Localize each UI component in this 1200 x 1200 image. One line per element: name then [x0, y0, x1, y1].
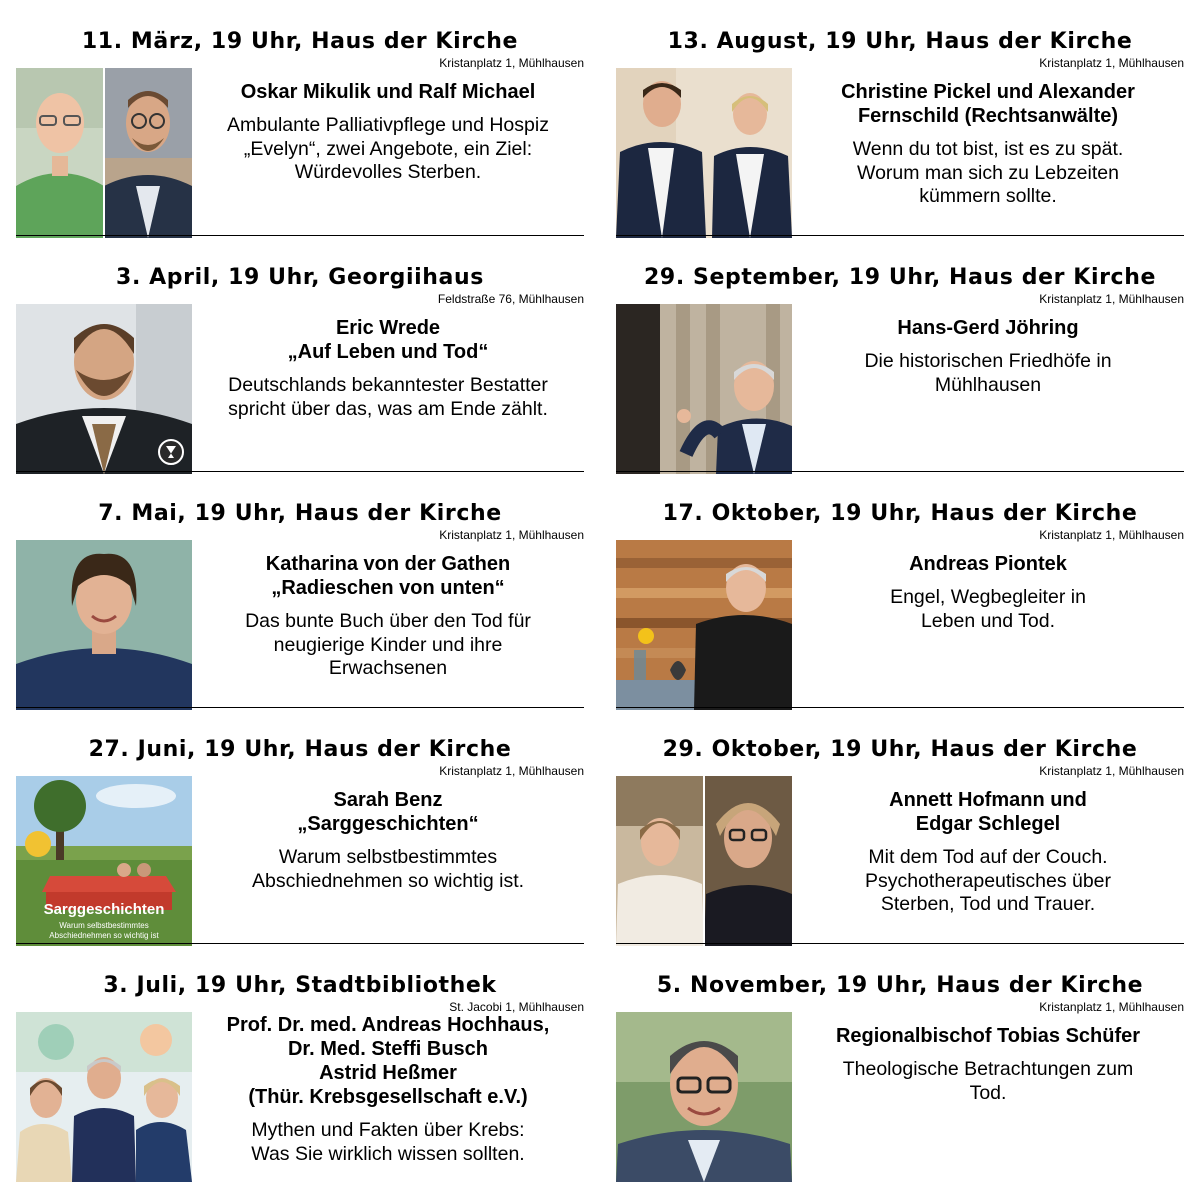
speaker-name	[806, 788, 1170, 836]
speaker-line: Sarah Benz	[333, 789, 443, 811]
description-line: Erwachsenen	[328, 657, 448, 679]
description-line: kümmern sollte.	[919, 185, 1057, 207]
event-address: Kristanplatz 1, Mühlhausen	[1039, 56, 1184, 70]
event-description	[206, 610, 570, 681]
description-line: Deutschlands bekanntester Bestatter	[228, 374, 548, 396]
event-address: Kristanplatz 1, Mühlhausen	[1039, 528, 1184, 542]
event-heading: 29. September, 19 Uhr, Haus der Kirche	[644, 265, 1156, 290]
book-subtitle-line: Warum selbstbestimmtes	[59, 921, 149, 930]
bishop-portrait-image	[616, 1012, 792, 1182]
event-text	[806, 1024, 1170, 1105]
man-at-stone-portal-image	[616, 304, 792, 474]
speaker-photo	[16, 68, 192, 238]
event-card	[16, 944, 584, 1180]
speaker-line: Andreas Piontek	[909, 553, 1067, 575]
event-address: Kristanplatz 1, Mühlhausen	[439, 764, 584, 778]
event-heading: 3. Juli, 19 Uhr, Stadtbibliothek	[103, 973, 497, 998]
event-heading: 29. Oktober, 19 Uhr, Haus der Kirche	[662, 737, 1138, 762]
speaker-name	[806, 552, 1170, 576]
description-line: spricht über das, was am Ende zählt.	[228, 397, 548, 420]
event-text	[806, 80, 1170, 209]
speaker-name	[806, 1024, 1170, 1048]
event-address: Kristanplatz 1, Mühlhausen	[439, 56, 584, 70]
speaker-line: Katharina von der Gathen	[265, 553, 511, 575]
speaker-photo	[616, 1012, 792, 1182]
event-text	[806, 788, 1170, 917]
event-description	[806, 138, 1170, 209]
speaker-photo	[616, 776, 792, 946]
speaker-line: Fernschild (Rechtsanwälte)	[857, 105, 1119, 127]
book-cover	[16, 776, 192, 946]
two-men-portrait-image	[16, 68, 192, 238]
event-card	[616, 708, 1184, 944]
speaker-photo	[16, 540, 192, 710]
description-line: Warum selbstbestimmtes	[278, 846, 498, 868]
speaker-photo	[16, 304, 192, 474]
speaker-line: Oskar Mikulik und Ralf Michael	[240, 81, 536, 103]
event-description	[206, 114, 570, 185]
two-therapists-portrait-image	[616, 776, 792, 946]
event-text	[806, 316, 1170, 397]
speaker-line: Hans-Gerd Jöhring	[897, 317, 1079, 339]
speaker-name	[206, 552, 570, 600]
event-text	[806, 552, 1170, 633]
description-line: Die historischen Friedhöfe in	[864, 350, 1112, 372]
speaker-line: Eric Wrede	[335, 317, 441, 339]
description-line: Worum man sich zu Lebzeiten	[857, 161, 1119, 184]
event-card	[16, 0, 584, 236]
event-text	[206, 552, 570, 681]
speaker-line: Edgar Schlegel	[915, 813, 1061, 835]
speaker-line: Regionalbischof Tobias Schüfer	[835, 1025, 1141, 1047]
event-text	[206, 316, 570, 421]
event-heading: 5. November, 19 Uhr, Haus der Kirche	[656, 973, 1144, 998]
speaker-photo	[616, 68, 792, 238]
book-cover-image	[16, 776, 192, 946]
speaker-line: „Auf Leben und Tod“	[287, 341, 489, 363]
event-description	[206, 374, 570, 421]
speaker-name	[206, 80, 570, 104]
event-card	[16, 708, 584, 944]
event-address: St. Jacobi 1, Mühlhausen	[449, 1000, 584, 1014]
event-card	[16, 472, 584, 708]
description-line: Was Sie wirklich wissen sollten.	[251, 1142, 525, 1165]
speaker-line: Annett Hofmann und	[889, 789, 1087, 811]
event-heading: 13. August, 19 Uhr, Haus der Kirche	[667, 29, 1133, 54]
event-text	[206, 1013, 570, 1166]
description-line: Ambulante Palliativpflege und Hospiz	[227, 114, 549, 136]
book-subtitle-line: Abschiednehmen so wichtig ist	[49, 931, 159, 940]
event-heading: 17. Oktober, 19 Uhr, Haus der Kirche	[662, 501, 1138, 526]
speaker-photo	[16, 1012, 192, 1182]
event-address: Kristanplatz 1, Mühlhausen	[1039, 764, 1184, 778]
speaker-photo	[616, 304, 792, 474]
description-line: Engel, Wegbegleiter in	[890, 586, 1086, 608]
event-heading: 3. April, 19 Uhr, Georgiihaus	[116, 265, 484, 290]
event-card	[16, 236, 584, 472]
speaker-name	[806, 316, 1170, 340]
bearded-man-portrait-image	[16, 304, 192, 474]
event-text	[206, 788, 570, 893]
left-column	[16, 0, 584, 1180]
lawyers-portrait-image	[616, 68, 792, 238]
speaker-line: „Radieschen von unten“	[271, 577, 505, 599]
event-description	[806, 846, 1170, 917]
speaker-line: „Sarggeschichten“	[297, 813, 479, 835]
description-line: Tod.	[969, 1081, 1007, 1104]
event-heading: 7. Mai, 19 Uhr, Haus der Kirche	[98, 501, 502, 526]
speaker-line: Prof. Dr. med. Andreas Hochhaus,	[226, 1014, 550, 1036]
description-line: Leben und Tod.	[920, 609, 1056, 632]
group-portrait-image	[16, 1012, 192, 1182]
event-card	[616, 236, 1184, 472]
event-description	[806, 350, 1170, 397]
event-heading: 27. Juni, 19 Uhr, Haus der Kirche	[88, 737, 512, 762]
event-card	[616, 472, 1184, 708]
description-line: Mit dem Tod auf der Couch.	[868, 846, 1108, 868]
speaker-line: Dr. Med. Steffi Busch	[287, 1038, 489, 1060]
event-description	[206, 846, 570, 893]
event-address: Feldstraße 76, Mühlhausen	[437, 292, 584, 306]
description-line: Würdevolles Sterben.	[294, 161, 482, 183]
description-line: „Evelyn“, zwei Angebote, ein Ziel:	[243, 137, 533, 160]
speaker-name	[806, 80, 1170, 128]
speaker-line: Christine Pickel und Alexander	[841, 81, 1135, 103]
event-card	[616, 944, 1184, 1180]
speaker-photo	[616, 540, 792, 710]
description-line: Das bunte Buch über den Tod für	[245, 610, 531, 632]
speaker-name	[206, 788, 570, 836]
right-column	[616, 0, 1184, 1180]
event-card	[616, 0, 1184, 236]
event-address: Kristanplatz 1, Mühlhausen	[1039, 1000, 1184, 1014]
event-heading: 11. März, 19 Uhr, Haus der Kirche	[81, 29, 519, 54]
book-title: Sarggeschichten	[43, 901, 165, 918]
event-address: Kristanplatz 1, Mühlhausen	[439, 528, 584, 542]
speaker-name	[206, 316, 570, 364]
description-line: neugierige Kinder und ihre	[273, 633, 503, 656]
description-line: Wenn du tot bist, ist es zu spät.	[852, 138, 1124, 160]
event-description	[806, 1058, 1170, 1105]
woman-portrait-image	[16, 540, 192, 710]
event-address: Kristanplatz 1, Mühlhausen	[1039, 292, 1184, 306]
description-line: Theologische Betrachtungen zum	[842, 1058, 1134, 1080]
speaker-line: Astrid Heßmer	[319, 1062, 457, 1084]
speaker-line: (Thür. Krebsgesellschaft e.V.)	[248, 1086, 528, 1108]
speaker-name	[206, 1013, 570, 1109]
event-description	[206, 1119, 570, 1166]
description-line: Psychotherapeutisches über	[864, 869, 1112, 892]
event-description	[806, 586, 1170, 633]
man-at-table-image	[616, 540, 792, 710]
description-line: Sterben, Tod und Trauer.	[880, 893, 1096, 915]
description-line: Mythen und Fakten über Krebs:	[251, 1119, 525, 1141]
event-text	[206, 80, 570, 185]
description-line: Abschiednehmen so wichtig ist.	[251, 869, 525, 892]
description-line: Mühlhausen	[934, 373, 1042, 396]
